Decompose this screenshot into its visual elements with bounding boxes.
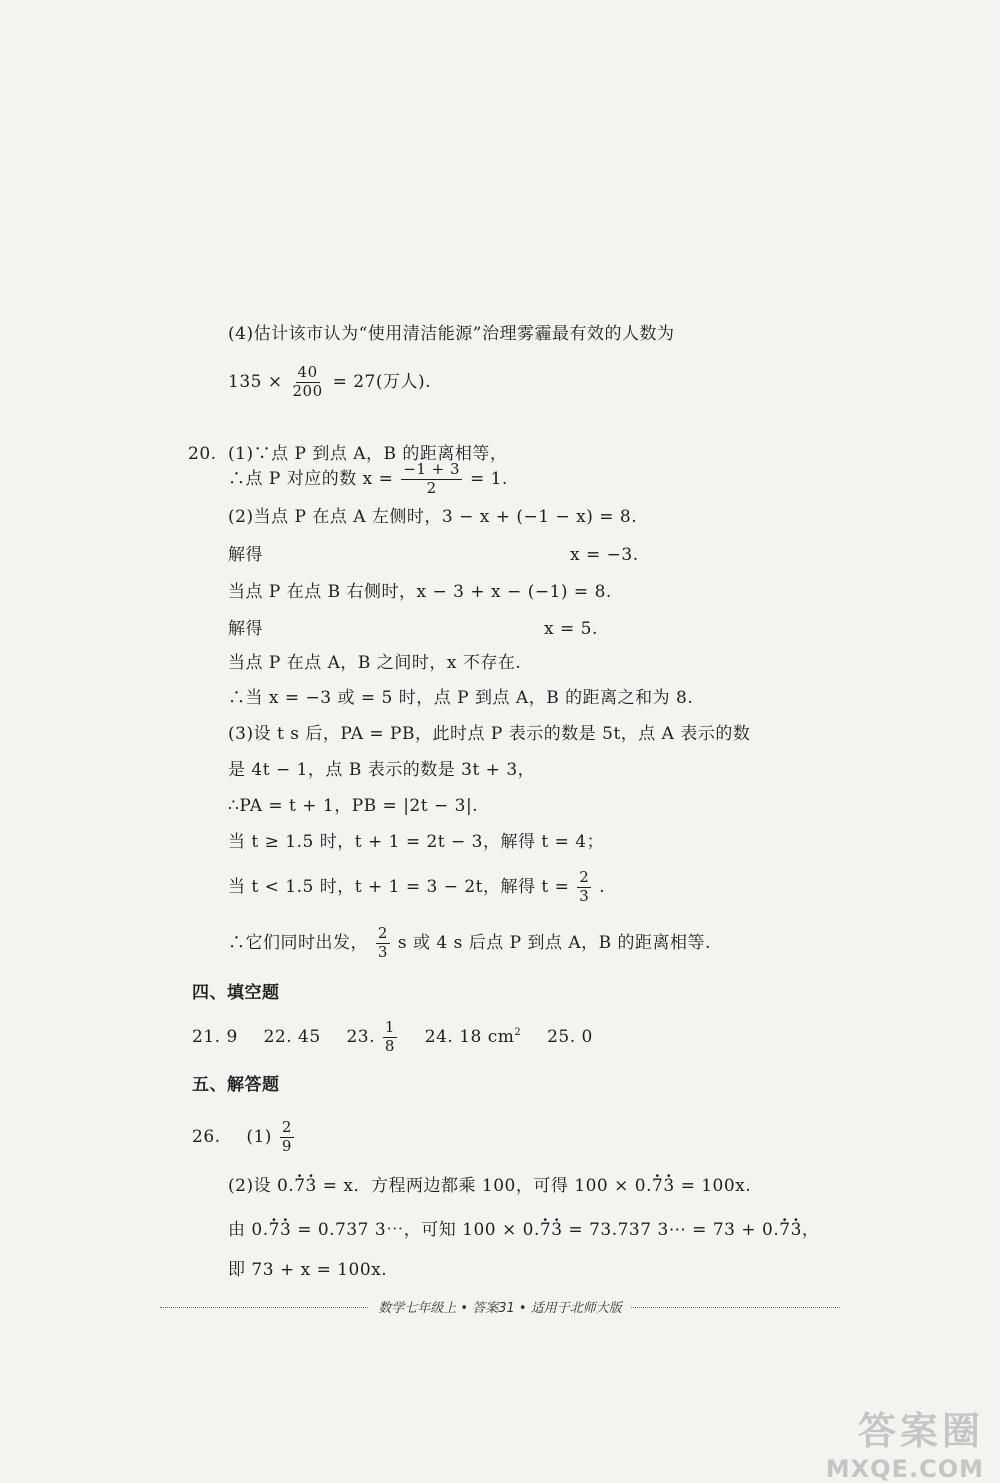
q20-p3-line6-pre: ∴它们同时出发， [228, 932, 368, 953]
q26-p2-b: = x．方程两边都乘 100，可得 100 × 0. [322, 1176, 652, 1196]
answer-24: 24. 18 cm [424, 1026, 515, 1047]
q20-p3-line5 [228, 870, 605, 905]
watermark-small: MXQE.COM [825, 1455, 984, 1483]
q26-p1-label: (1) [246, 1126, 272, 1147]
q19-4-frac-num: 40 [297, 363, 318, 381]
q26-l2-c: = 73.737 3⋯ = 73 + 0. [568, 1220, 780, 1240]
watermark-big: 答案圈 [857, 1409, 984, 1453]
q26-l2-a: 由 0. [228, 1220, 269, 1240]
q26-l2-d: ， [801, 1220, 820, 1240]
q20-p1-line2-wrap [228, 462, 508, 497]
q20-p2-solve1-value: x = −3. [570, 545, 639, 565]
section4-answers [192, 1020, 593, 1055]
q19-4-post: = 27(万人). [332, 371, 432, 392]
q26-p2-line2: 由 0.. 7. 3 = 0.737 3⋯，可知 100 × 0.. 7. 3 = 73.737 3⋯ = 73 + 0.. 7. 3， [228, 1222, 819, 1239]
q20-p3-line6 [228, 926, 711, 961]
q20-p2-line3: 当点 P 在点 B 右侧时，x − 3 + x − (−1) = 8. [228, 582, 612, 602]
q20-p2-solve2-label: 解得 [228, 619, 263, 639]
q20-p3-line6-post: s 或 4 s 后点 P 到点 A，B 的距离相等. [397, 932, 711, 953]
q20-p1-fraction [401, 462, 462, 497]
q26-p2-line1: (2)设 0.. 7. 3 = x．方程两边都乘 100，可得 100 × 0.. 7. 3 = 100x. [228, 1178, 751, 1195]
q20-p3-line1: (3)设 t s 后，PA = PB，此时点 P 表示的数是 5t，点 A 表示的数 [228, 724, 751, 744]
q20-p3-line5-frac-num: 2 [579, 868, 590, 886]
q26-p2-line3: 即 73 + x = 100x. [228, 1260, 388, 1280]
q26-p1-den: 9 [281, 1136, 292, 1155]
q19-4-pre: 135 × [228, 371, 283, 392]
q20-p3-line3: ∴PA = t + 1，PB = |2t − 3|. [228, 796, 479, 816]
q20-p1-frac-den: 2 [426, 478, 437, 497]
q26-p2-c: = 100x. [680, 1176, 752, 1196]
answer-23-den: 8 [384, 1036, 395, 1055]
answer-22: 22. 45 [263, 1026, 321, 1047]
q19-4-fraction [291, 365, 325, 400]
answer-23-label: 23. [346, 1026, 376, 1047]
q20-p2-solve2-value: x = 5. [544, 619, 598, 639]
q20-p2-line5: 当点 P 在点 A，B 之间时，x 不存在. [228, 653, 522, 673]
q20-p1-frac-num: −1 + 3 [403, 460, 461, 478]
q26-line1 [192, 1120, 296, 1155]
q20-p3-line4: 当 t ≥ 1.5 时，t + 1 = 2t − 3，解得 t = 4； [228, 832, 605, 852]
q20-p3-line5-frac-den: 3 [579, 886, 590, 905]
q20-p2-line6: ∴当 x = −3 或 = 5 时，点 P 到点 A，B 的距离之和为 8. [228, 688, 694, 708]
section5-title: 五、解答题 [192, 1075, 280, 1095]
q26-p1-num: 2 [281, 1118, 292, 1136]
answer-23-fraction [383, 1020, 397, 1055]
answer-23-num: 1 [384, 1018, 395, 1036]
q19-4-line2 [228, 365, 431, 400]
q20-p3-line6-frac-den: 3 [377, 942, 388, 961]
q20-p3-line6-fraction [376, 926, 390, 961]
q20-p2-line1: (2)当点 P 在点 A 左侧时，3 − x + (−1 − x) = 8. [228, 507, 638, 527]
q26-p1-fraction [280, 1120, 294, 1155]
q20-p3-line5-pre: 当 t < 1.5 时，t + 1 = 3 − 2t，解得 t = [228, 876, 570, 897]
q20-p3-line5-post: . [599, 876, 606, 897]
q19-4-line1: (4)估计该市认为“使用清洁能源”治理雾霾最有效的人数为 [228, 324, 675, 344]
answer-25: 25. 0 [547, 1026, 593, 1047]
q20-p2-solve1-label: 解得 [228, 545, 263, 565]
section4-title: 四、填空题 [192, 983, 280, 1003]
footer-text: 数学七年级上 • 答案31 • 适用于北师大版 [368, 1297, 631, 1316]
q20-p3-line5-fraction [577, 870, 591, 905]
q20-p3-line2: 是 4t − 1，点 B 表示的数是 3t + 3， [228, 760, 536, 780]
q20-p3-line6-frac-num: 2 [377, 924, 388, 942]
answer-21: 21. 9 [192, 1026, 238, 1047]
q20-number: 20. [188, 444, 217, 464]
q26-number: 26. [192, 1126, 221, 1147]
q19-4-frac-den: 200 [292, 381, 323, 400]
q20-p1-line1: (1)∵点 P 到点 A，B 的距离相等， [228, 444, 508, 464]
q20-p1-line2-post: = 1. [469, 468, 508, 489]
answer-24-sup: 2 [514, 1027, 522, 1039]
q26-l2-b: = 0.737 3⋯，可知 100 × 0. [297, 1220, 540, 1240]
q26-p2-a: (2)设 0. [228, 1176, 295, 1196]
q20-p1-line2-pre: ∴点 P 对应的数 x = [228, 468, 394, 489]
